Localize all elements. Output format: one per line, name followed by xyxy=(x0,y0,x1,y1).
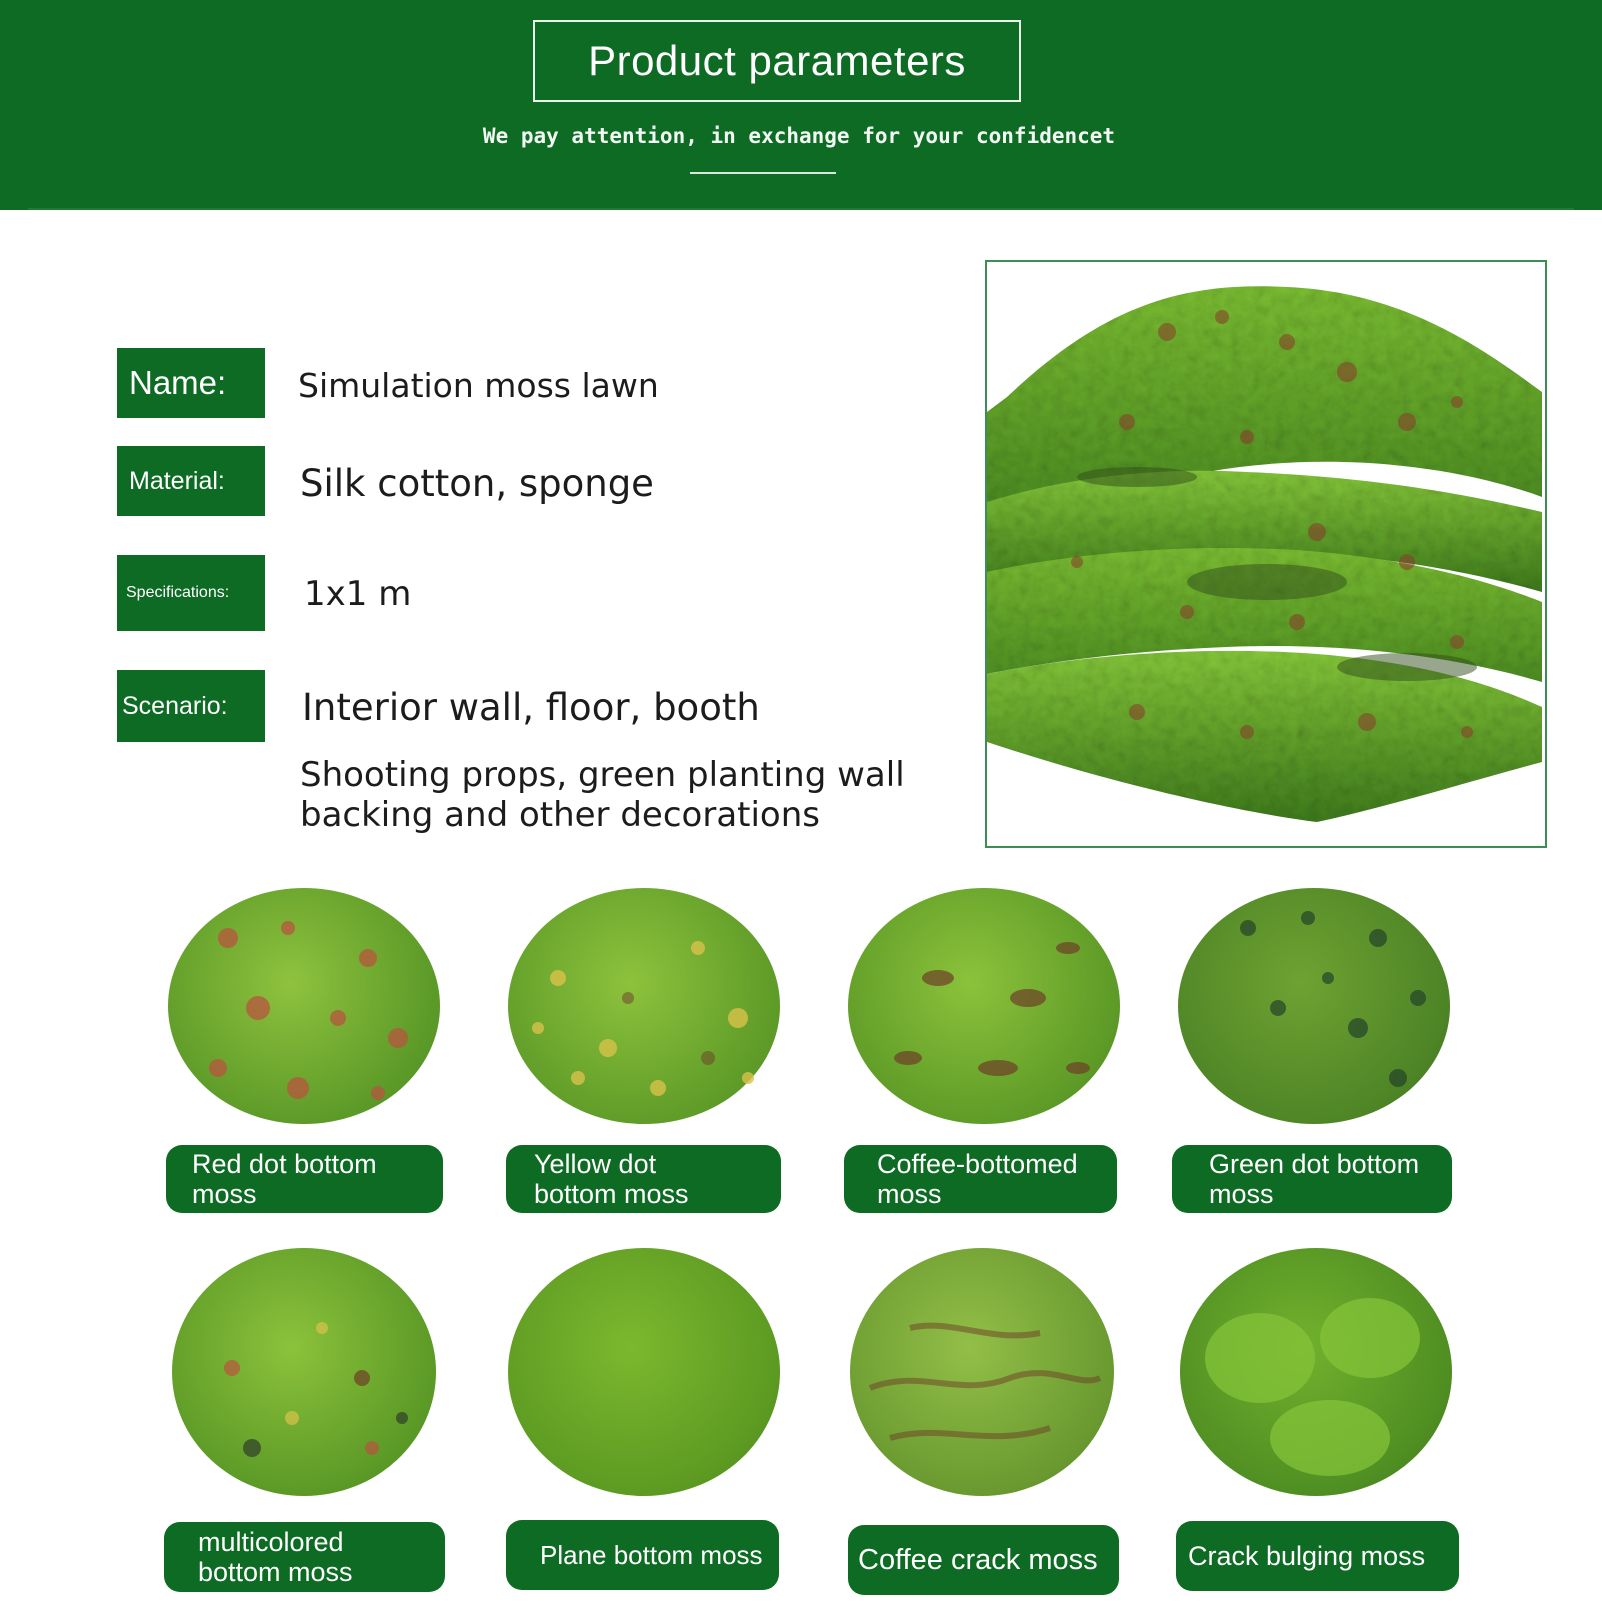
product-image-frame xyxy=(985,260,1547,848)
moss-swatch-yellow-dot xyxy=(508,888,780,1124)
crack-bulging-moss-texture xyxy=(1180,1248,1452,1496)
moss-swatch-coffee-crack xyxy=(850,1248,1114,1496)
header-underline xyxy=(690,172,836,174)
scenario-extra-line2: backing and other decorations xyxy=(300,795,820,835)
specifications-value: 1x1 m xyxy=(304,574,412,614)
variety-label-line1: Green dot bottom xyxy=(1209,1149,1420,1179)
material-value: Silk cotton, sponge xyxy=(300,462,654,505)
variety-label-line2: bottom moss xyxy=(534,1179,689,1209)
specifications-label: Specifications: xyxy=(117,555,265,631)
variety-label-line2: moss xyxy=(192,1179,257,1209)
variety-label-crack-bulging xyxy=(1176,1521,1459,1591)
variety-label-multicolored xyxy=(164,1522,445,1592)
moss-swatch-green-dot xyxy=(1178,888,1450,1124)
moss-swatch-red-dot xyxy=(168,888,440,1124)
moss-swatch-plane-bottom xyxy=(508,1248,780,1496)
variety-label-line1: Plane bottom moss xyxy=(540,1540,763,1570)
moss-swatch-crack-bulging xyxy=(1180,1248,1452,1496)
variety-label-coffee-bottomed xyxy=(844,1145,1117,1213)
variety-label-line2: bottom moss xyxy=(198,1557,353,1587)
name-value: Simulation moss lawn xyxy=(298,366,659,405)
header-banner xyxy=(0,0,1602,210)
multicolored-moss-texture xyxy=(172,1248,436,1496)
material-label: Material: xyxy=(117,446,265,516)
scenario-label: Scenario: xyxy=(117,670,265,742)
variety-label-yellow-dot xyxy=(506,1145,781,1213)
variety-label-line1: Crack bulging moss xyxy=(1188,1541,1426,1571)
variety-label-line1: Yellow dot xyxy=(534,1149,657,1179)
scenario-value: Interior wall, floor, booth xyxy=(302,686,760,729)
folded-moss-roll-image xyxy=(987,262,1545,846)
scenario-extra xyxy=(300,755,905,835)
green-dot-moss-texture xyxy=(1178,888,1450,1124)
coffee-bottomed-moss-texture xyxy=(848,888,1120,1124)
variety-label-green-dot xyxy=(1172,1145,1452,1213)
moss-swatch-coffee-bottomed xyxy=(848,888,1120,1124)
header-divider xyxy=(28,208,1574,210)
variety-label-line1: Red dot bottom xyxy=(192,1149,377,1179)
variety-label-line1: Coffee crack moss xyxy=(858,1544,1098,1576)
yellow-dot-moss-texture xyxy=(508,888,780,1124)
coffee-crack-moss-texture xyxy=(850,1248,1114,1496)
variety-label-line1: multicolored xyxy=(198,1527,344,1557)
header-subtitle-text: We pay attention, in exchange for your confidencet xyxy=(482,124,1116,148)
name-label: Name: xyxy=(117,348,265,418)
variety-label-red-dot xyxy=(166,1145,443,1213)
variety-label-line2: moss xyxy=(1209,1179,1274,1209)
variety-label-line1: Coffee-bottomed xyxy=(877,1149,1078,1179)
scenario-extra-line1: Shooting props, green planting wall xyxy=(300,755,905,795)
page-title: Product parameters xyxy=(588,37,966,84)
red-dot-moss-texture xyxy=(168,888,440,1124)
variety-label-coffee-crack xyxy=(848,1525,1119,1595)
variety-label-line2: moss xyxy=(877,1179,942,1209)
variety-label-plane-bottom xyxy=(506,1520,779,1590)
moss-swatch-multicolored xyxy=(172,1248,436,1496)
header-title-box xyxy=(533,20,1021,102)
header-subtitle xyxy=(0,124,1602,148)
